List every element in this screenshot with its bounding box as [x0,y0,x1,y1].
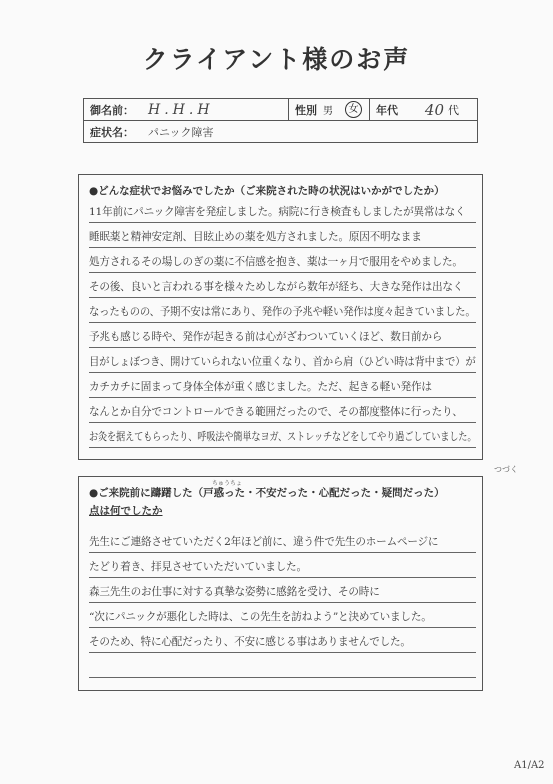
info-row-symptom [84,121,477,142]
answer-line: 処方されるその場しのぎの薬に不信感を抱き、薬は一ヶ月で服用をやめました。 [89,247,476,273]
client-info-box [83,98,478,143]
answer-line: 森三先生のお仕事に対する真摯な姿勢に感銘を受け、その時に [89,577,476,603]
gender-male: 男 [323,106,333,117]
age-unit: 代 [448,103,459,117]
name-label: 御名前： [90,103,134,117]
answer-line: そのため、特に心配だったり、不安に感じる事はありませんでした。 [89,627,476,653]
answer-line: “次にパニックが悪化した時は、この先生を訪ねよう”と決めていました。 [89,602,476,628]
answer-line: カチカチに固まって身体全体が重く感じました。ただ、起きる軽い発作は [89,372,476,398]
answer-line: その後、良いと言われる事を様々ためしながら数年が経ち、大きな発作は出なく [89,272,476,298]
gender-label: 性別 [295,103,317,117]
page-title: クライアント様のお声 [142,45,411,74]
symptom-label: 症状名： [90,125,134,139]
symptom-value: パニック障害 [148,125,214,139]
section1-heading: ●どんな症状でお悩みでしたか（ご来院された時の状況はいかがでしたか） [89,185,445,197]
name-value: H.H.H [148,101,214,118]
section2-heading: ●ご来院前に躊躇した（戸惑った・不安だった・心配だった・疑問だった） [89,487,445,499]
section-symptoms [78,174,483,460]
continued-note: つづく [494,465,518,474]
answer-line: 睡眠薬と精神安定剤、目眩止めの薬を処方されました。原因不明なまま [89,222,476,248]
age-label: 年代 [376,103,398,117]
answer-line: お灸を据えてもらったり、呼吸法や簡単なヨガ、ストレッチなどをしてやり過ごしていました。 [89,422,476,448]
gender-female-circled: 女 [345,101,362,118]
ruby-reading: ちゅうちょ [212,480,243,487]
answer-line: たどり着き、拝見させていただいていました。 [89,552,476,578]
page-number: A1/A2 [514,760,545,771]
age-value: 40 [424,100,444,119]
answer-line: 予兆も感じる時や、発作が起きる前は心がざわついていくほど、数日前から [89,322,476,348]
answer-line: なんとか自分でコントロールできる範囲だったので、その都度整体に行ったり、 [89,397,476,423]
section2-subheading: 点は何でしたか [89,505,163,517]
answer-line: 目がしょぼつき、開けていられない位重くなり、首から肩（ひどい時は背中まで）が [89,347,476,373]
answer-line: なったものの、予期不安は常にあり、発作の予兆や軽い発作は度々起きていました。 [89,297,476,323]
answer-line: 11年前にパニック障害を発症しました。病院に行き検査もしましたが異常はなく [89,197,476,223]
section-hesitations [78,476,483,691]
answer-line: 先生にご連絡させていただく2年ほど前に、違う件で先生のホームページに [89,527,476,553]
answer-line [89,652,476,678]
info-row-name [84,99,477,121]
